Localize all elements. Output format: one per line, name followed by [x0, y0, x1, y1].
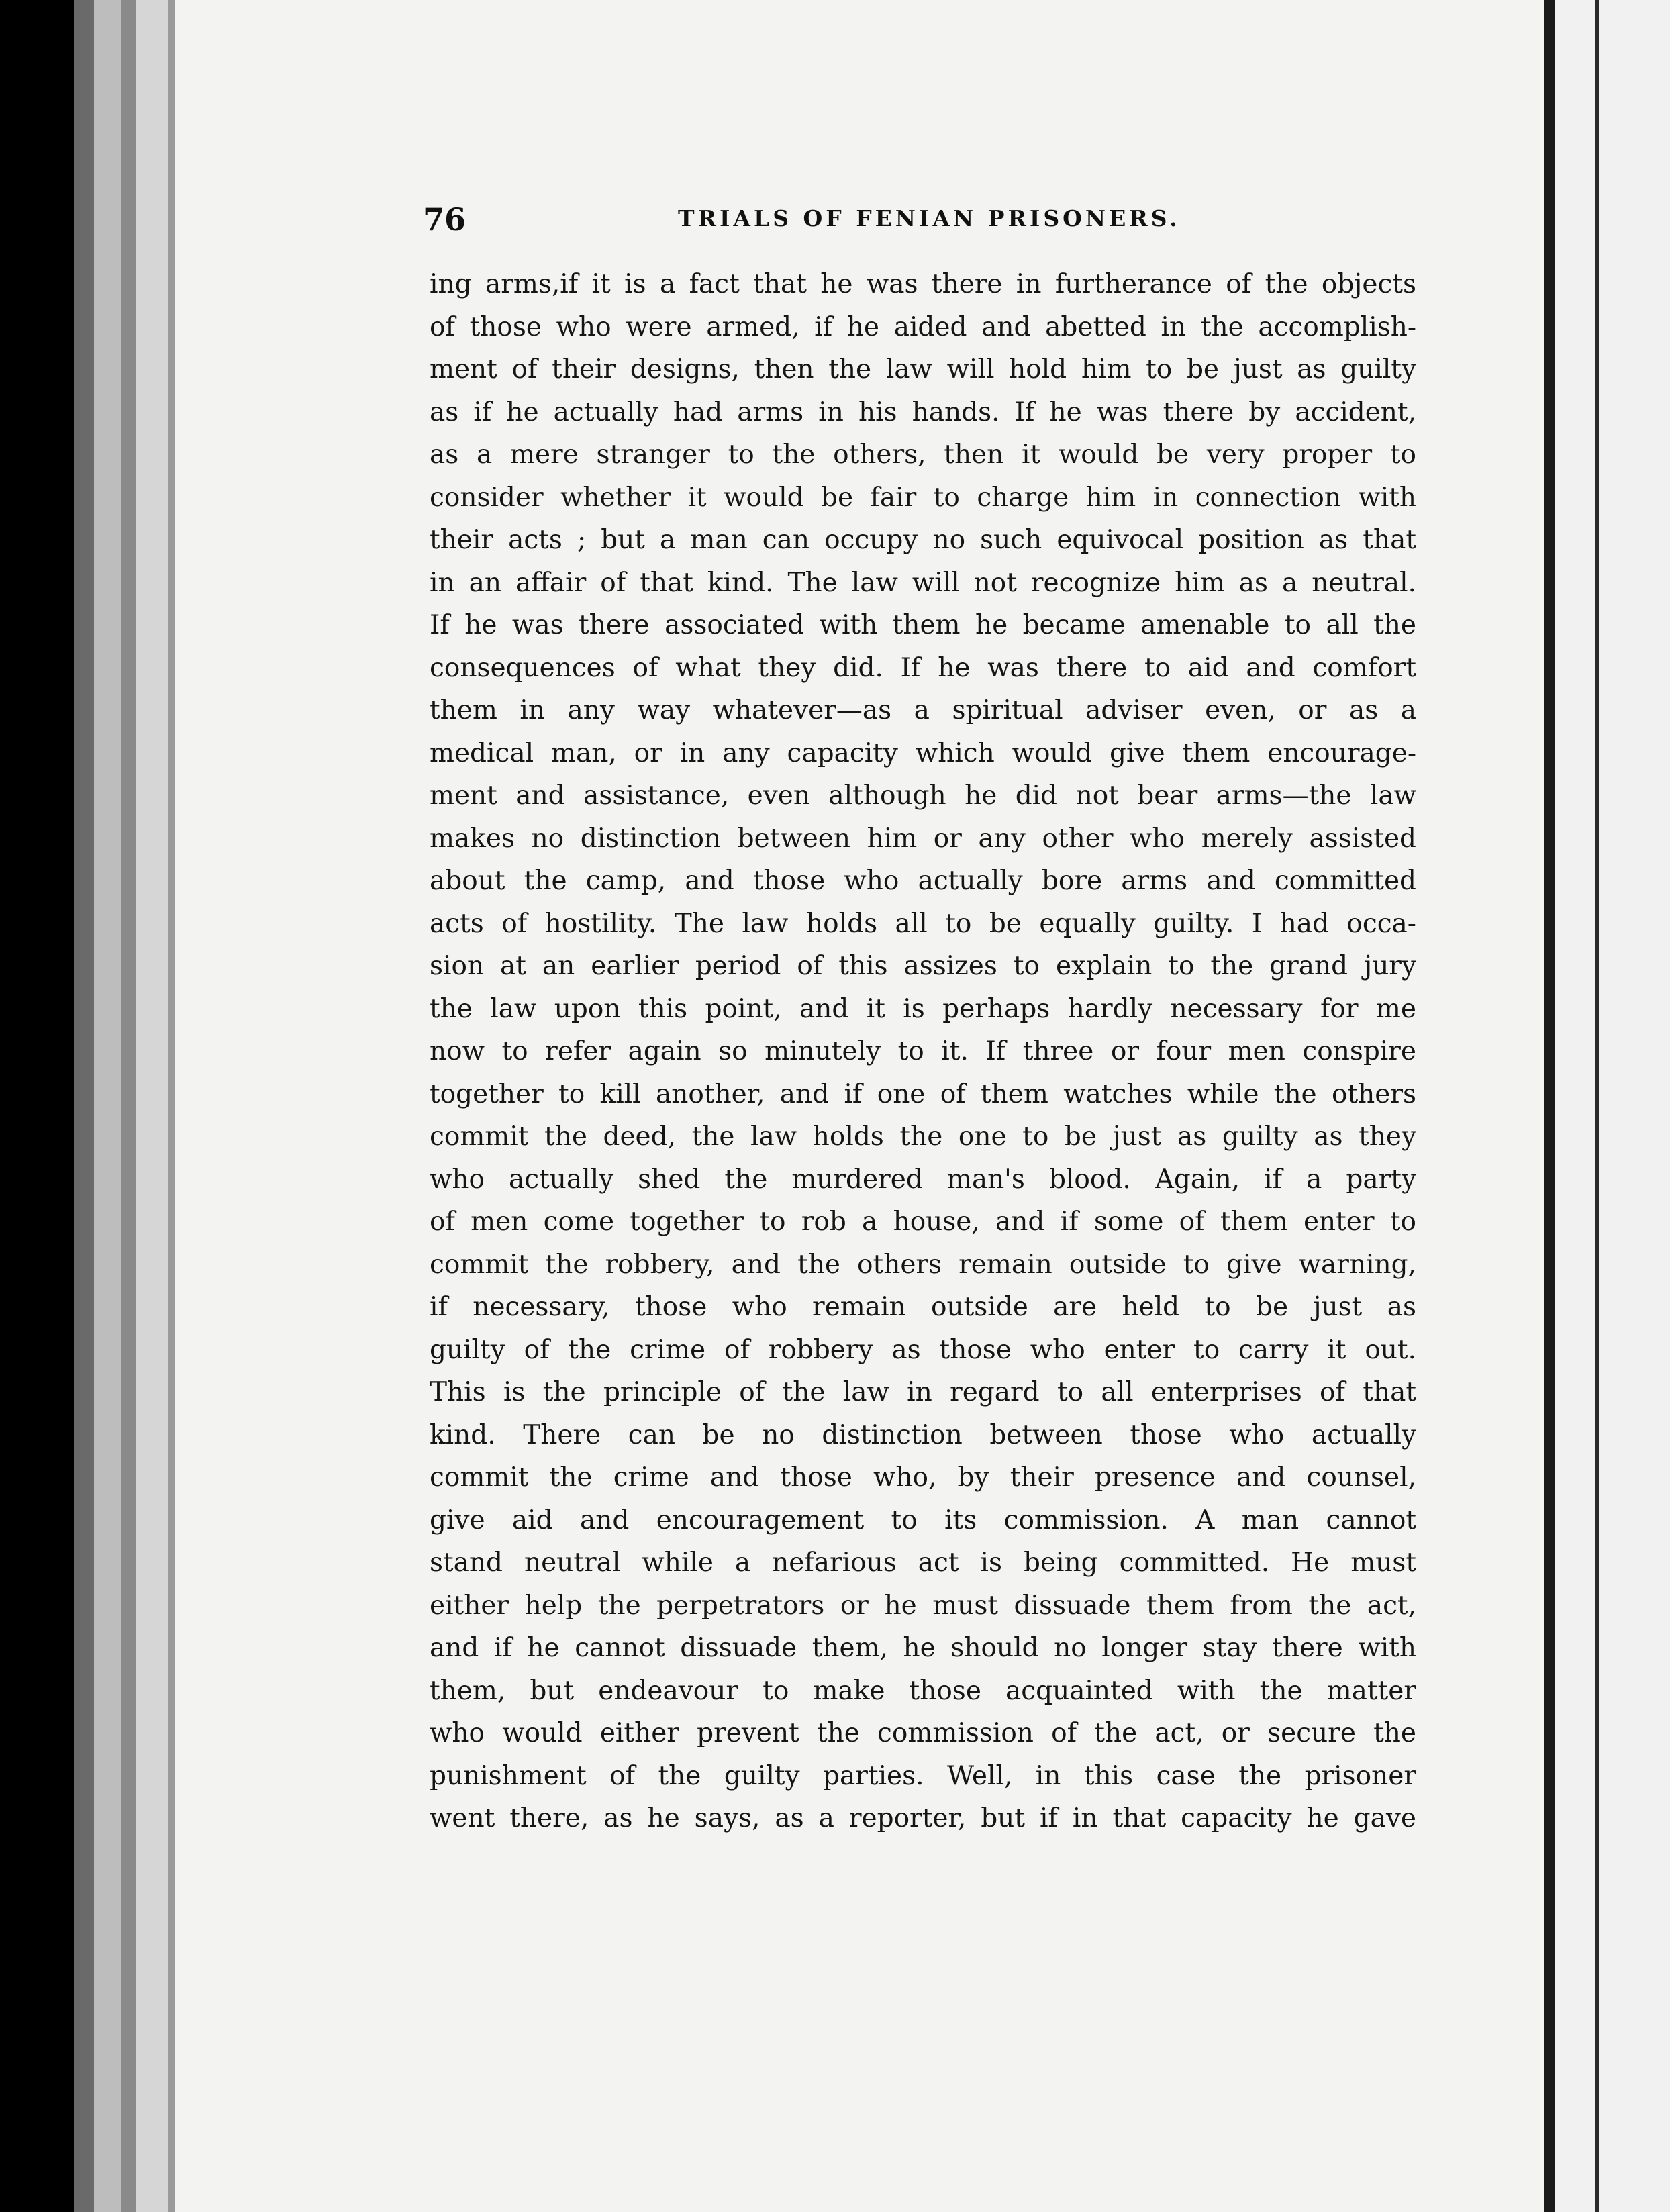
page-edge — [168, 0, 175, 2212]
page-edge — [121, 0, 136, 2212]
text-line: stand neutral while a nefarious act is being committed. He must — [430, 1548, 1416, 1578]
text-line: either help the perpetrators or he must dissuade them from the act, — [430, 1590, 1416, 1621]
facing-page-edge — [1555, 0, 1670, 2212]
text-line: ment of their designs, then the law will hold him to be just as guilty — [430, 354, 1416, 385]
text-line: and if he cannot dissuade them, he should no longer stay there with — [430, 1633, 1416, 1663]
text-line: kind. There can be no distinction between those who actually — [430, 1419, 1416, 1450]
text-line: in an affair of that kind. The law will not recognize him as a neutral. — [430, 567, 1416, 598]
text-line: commit the robbery, and the others remain outside to give warning, — [430, 1249, 1416, 1280]
text-line: commit the deed, the law holds the one to be just as guilty as they — [430, 1121, 1416, 1152]
facing-page-rule — [1595, 0, 1599, 2212]
text-line: of men come together to rob a house, and if some of them enter to — [430, 1207, 1416, 1237]
text-line: ing arms,if it is a fact that he was there in furtherance of the objects — [430, 269, 1416, 299]
body-text — [430, 263, 1416, 1840]
text-line: sion at an earlier period of this assizes to explain to the grand jury — [430, 951, 1416, 981]
text-line: their acts ; but a man can occupy no such equivocal position as that — [430, 525, 1416, 555]
page-header — [423, 201, 1416, 242]
text-line: give aid and encouragement to its commission. A man cannot — [430, 1505, 1416, 1536]
text-line: This is the principle of the law in regard to all enterprises of that — [430, 1377, 1416, 1407]
text-line: as if he actually had arms in his hands. If he was there by accident, — [430, 397, 1416, 428]
text-line: about the camp, and those who actually bore arms and committed — [430, 866, 1416, 896]
text-line: as a mere stranger to the others, then it would be very proper to — [430, 440, 1416, 470]
text-line: commit the crime and those who, by their presence and counsel, — [430, 1462, 1416, 1493]
text-line: them in any way whatever—as a spiritual adviser even, or as a — [430, 695, 1416, 725]
text-line: If he was there associated with them he became amenable to all the — [430, 610, 1416, 640]
page-edge — [94, 0, 121, 2212]
text-line: ment and assistance, even although he did not bear arms—the law — [430, 781, 1416, 811]
text-line: punishment of the guilty parties. Well, in this case the prisoner — [430, 1760, 1416, 1791]
text-line: who actually shed the murdered man's blood. Again, if a party — [430, 1164, 1416, 1195]
text-line: together to kill another, and if one of them watches while the others — [430, 1078, 1416, 1109]
text-line: if necessary, those who remain outside are held to be just as — [430, 1292, 1416, 1322]
text-line: them, but endeavour to make those acquainted with the matter — [430, 1675, 1416, 1706]
text-line: consider whether it would be fair to charge him in connection with — [430, 482, 1416, 513]
text-line: makes no distinction between him or any other who merely assisted — [430, 823, 1416, 854]
text-line: medical man, or in any capacity which would give them encourage- — [430, 738, 1416, 768]
text-line: consequences of what they did. If he was there to aid and comfort — [430, 652, 1416, 683]
text-line: guilty of the crime of robbery as those who enter to carry it out. — [430, 1334, 1416, 1365]
page-edge — [136, 0, 168, 2212]
text-line: the law upon this point, and it is perhaps hardly necessary for me — [430, 993, 1416, 1024]
text-line: of those who were armed, if he aided and abetted in the accomplish- — [430, 311, 1416, 342]
text-line: went there, as he says, as a reporter, but if in that capacity he gave — [430, 1803, 1416, 1833]
text-line: acts of hostility. The law holds all to be equally guilty. I had occa- — [430, 908, 1416, 939]
page-number: 76 — [423, 201, 466, 238]
text-line: now to refer again so minutely to it. If three or four men conspire — [430, 1036, 1416, 1066]
text-line: who would either prevent the commission of the act, or secure the — [430, 1718, 1416, 1748]
page-gutter — [1544, 0, 1555, 2212]
running-title: TRIALS OF FENIAN PRISONERS. — [678, 205, 1181, 232]
page-edge — [74, 0, 94, 2212]
